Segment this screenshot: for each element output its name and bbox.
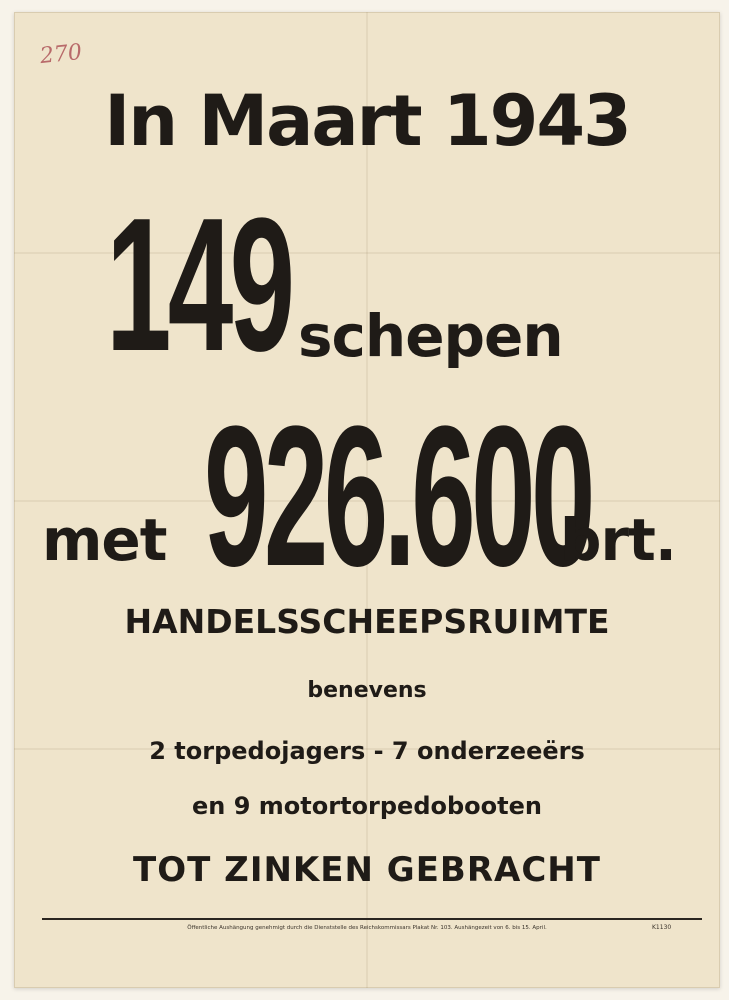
poster-heading: In Maart 1943 [104, 80, 630, 162]
conjunction-text: benevens [307, 678, 427, 703]
tonnage-unit: brt. [560, 506, 676, 574]
warships-line: 2 torpedojagers - 7 onderzeeërs [149, 737, 585, 765]
ship-count-row [106, 179, 666, 398]
tonnage-row [42, 385, 712, 608]
tonnage-number: 926.600 [204, 385, 591, 608]
conclusion-text: TOT ZINKEN GEBRACHT [133, 850, 601, 890]
cargo-type: HANDELSSCHEEPSRUIMTE [124, 602, 610, 641]
poster-sheet [14, 12, 720, 988]
met-word: met [42, 506, 167, 574]
footer-divider [42, 918, 702, 920]
ship-count: 149 [106, 179, 292, 391]
boats-line: en 9 motortorpedobooten [192, 792, 542, 820]
footer-note: Öffentliche Aushängung genehmigt durch die Dienststelle des Reichskommissars Plakat Nr. 103. Aushängezeit von 6. bis 15. April. [187, 925, 547, 931]
footer-code: K1130 [652, 924, 672, 931]
handwritten-mark: 270 [38, 39, 84, 70]
ships-word: schepen [298, 302, 563, 370]
